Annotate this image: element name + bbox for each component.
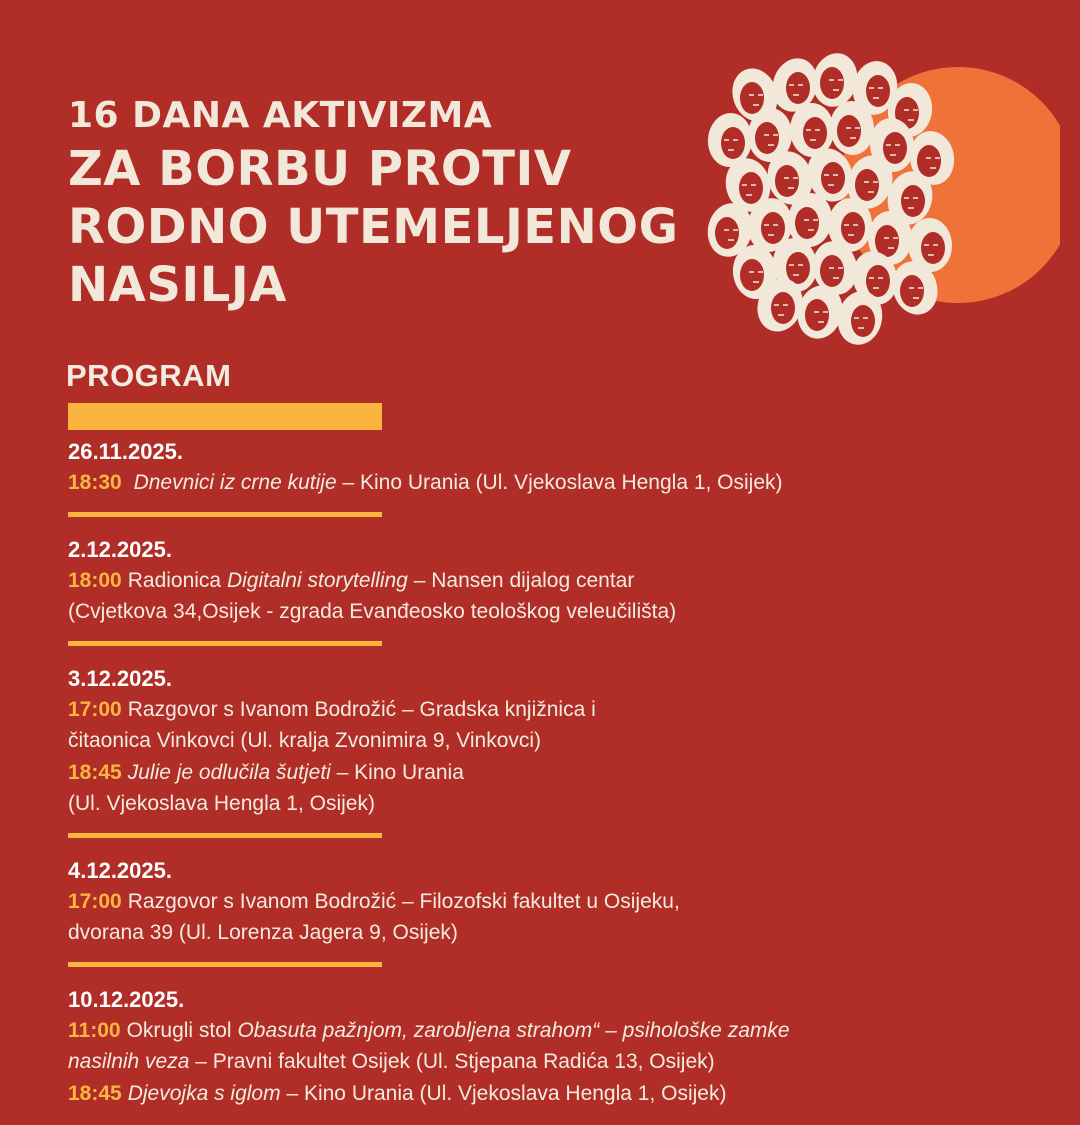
event-day xyxy=(68,664,1028,820)
event-time: 18:45 xyxy=(68,1081,122,1105)
event-venue: – Kino Urania xyxy=(330,760,464,784)
headline-line: ZA BORBU PROTIV xyxy=(68,141,572,197)
event-time: 18:00 xyxy=(68,568,122,592)
event-time: 17:00 xyxy=(68,697,122,721)
event-title: nasilnih veza xyxy=(68,1050,190,1073)
headline xyxy=(68,140,678,314)
event-day xyxy=(68,985,1028,1110)
program-accent-bar xyxy=(68,403,382,430)
event-line xyxy=(68,1015,1028,1047)
schedule xyxy=(68,437,1028,1109)
event-date: 3.12.2025. xyxy=(68,665,172,691)
event-venue: – Nansen dijalog centar xyxy=(407,568,635,592)
event-line xyxy=(68,1046,1028,1078)
separator-bar xyxy=(68,962,382,967)
event-line xyxy=(68,886,1028,918)
event-line: dvorana 39 (Ul. Lorenza Jagera 9, Osijek) xyxy=(68,921,458,944)
event-venue: – Kino Urania (Ul. Vjekoslava Hengla 1, Osijek) xyxy=(280,1081,727,1105)
event-line xyxy=(68,694,1028,726)
event-text: Radionica xyxy=(127,568,227,592)
event-title: Digitalni storytelling xyxy=(226,568,408,592)
event-venue: – Gradska knjižnica i xyxy=(396,697,596,721)
event-line xyxy=(68,565,1028,597)
kicker: 16 DANA AKTIVIZMA xyxy=(68,95,493,136)
headline-line: NASILJA xyxy=(68,257,287,313)
program-title: PROGRAM xyxy=(66,358,232,393)
event-date: 26.11.2025. xyxy=(68,439,184,464)
header xyxy=(68,96,678,314)
event-date: 4.12.2025. xyxy=(68,857,172,883)
event-title: Dnevnici iz crne kutije xyxy=(133,471,337,494)
event-title: Obasuta pažnjom, zarobljena strahom“ – psihološke zamke xyxy=(237,1018,790,1042)
event-date: 2.12.2025. xyxy=(68,536,172,562)
event-line: čitaonica Vinkovci (Ul. kralja Zvonimira 9, Vinkovci) xyxy=(68,729,542,752)
event-line xyxy=(68,757,1028,789)
event-line: (Ul. Vjekoslava Hengla 1, Osijek) xyxy=(68,792,375,815)
women-crowd-illustration xyxy=(700,50,1060,350)
event-line xyxy=(68,467,1028,499)
event-line: (Cvjetkova 34,Osijek - zgrada Evanđeosko teološkog veleučilišta) xyxy=(68,600,677,623)
event-day xyxy=(68,437,1028,499)
event-title: Julie je odlučila šutjeti xyxy=(127,760,331,784)
event-date: 10.12.2025. xyxy=(68,986,185,1012)
event-line xyxy=(68,1078,1028,1110)
event-title: Djevojka s iglom xyxy=(127,1081,281,1105)
headline-line: RODNO UTEMELJENOG xyxy=(68,199,679,255)
event-text: Razgovor s Ivanom Bodrožić xyxy=(127,889,397,913)
event-time: 18:45 xyxy=(68,760,122,784)
event-text: Okrugli stol xyxy=(126,1018,238,1042)
event-venue: – Filozofski fakultet u Osijeku, xyxy=(396,889,680,913)
event-time: 18:30 xyxy=(68,471,122,494)
event-venue: – Kino Urania (Ul. Vjekoslava Hengla 1, Osijek) xyxy=(336,471,783,494)
event-time: 11:00 xyxy=(68,1018,121,1042)
event-time: 17:00 xyxy=(68,889,122,913)
separator-bar xyxy=(68,833,382,838)
separator-bar xyxy=(68,641,382,646)
faces-group xyxy=(703,50,958,349)
event-day xyxy=(68,856,1028,949)
event-text: Razgovor s Ivanom Bodrožić xyxy=(127,697,397,721)
separator-bar xyxy=(68,512,382,517)
event-venue: – Pravni fakultet Osijek (Ul. Stjepana Radića 13, Osijek) xyxy=(189,1050,715,1073)
event-day xyxy=(68,535,1028,628)
